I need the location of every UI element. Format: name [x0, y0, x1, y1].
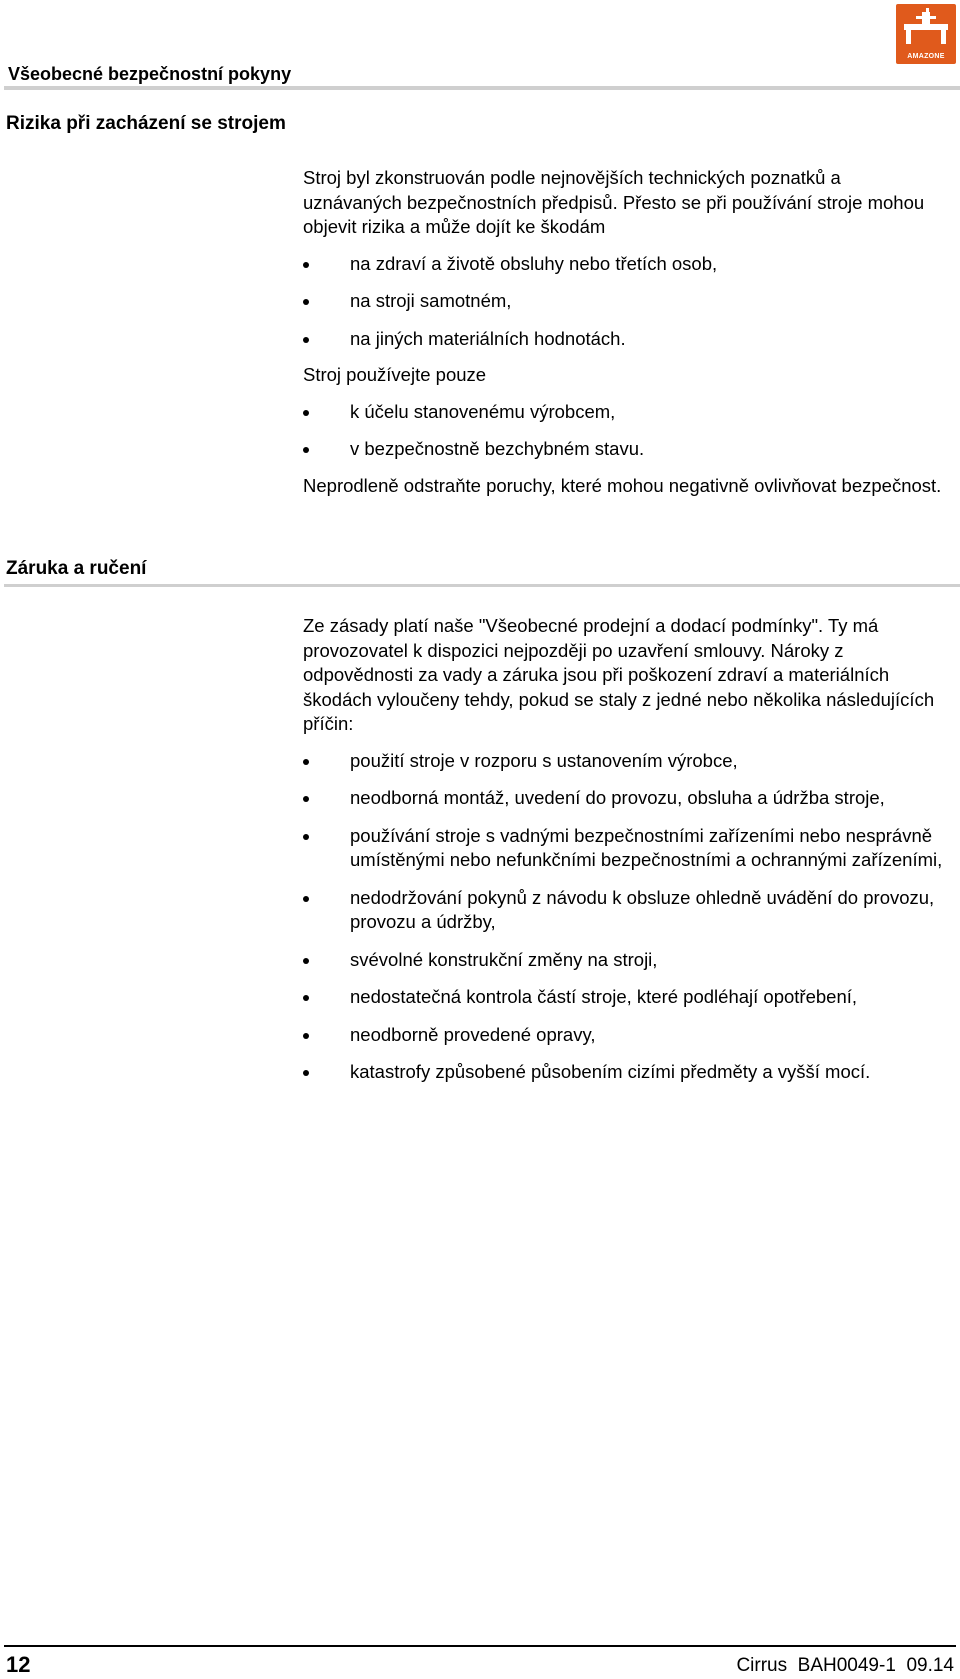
- document-reference: Cirrus BAH0049-1 09.14: [736, 1655, 954, 1676]
- damage-list: [303, 252, 943, 352]
- warranty-content: [303, 614, 943, 1085]
- chapter-title: Všeobecné bezpečnostní pokyny: [8, 64, 292, 84]
- use-list: [303, 400, 943, 462]
- page-number: 12: [6, 1652, 31, 1677]
- section-rule: [4, 584, 960, 587]
- list-item: na zdraví a životě obsluhy nebo třetích osob,: [303, 252, 943, 277]
- section-title-warranty: Záruka a ručení: [6, 558, 147, 579]
- list-item: k účelu stanovenému výrobcem,: [303, 400, 943, 425]
- section-title-risks: Rizika při zacházení se strojem: [6, 113, 286, 134]
- risks-content: [303, 166, 943, 498]
- list-item: použití stroje v rozporu s ustanovením výrobce,: [303, 749, 943, 774]
- amazone-logo: [896, 4, 956, 64]
- list-item: nedodržování pokynů z návodu k obsluze ohledně uvádění do provozu, provozu a údržby,: [303, 886, 943, 935]
- list-item: neodborná montáž, uvedení do provozu, obsluha a údržba stroje,: [303, 786, 943, 811]
- use-only-text: Stroj používejte pouze: [303, 364, 487, 385]
- list-item: svévolné konstrukční změny na stroji,: [303, 948, 943, 973]
- list-item: nedostatečná kontrola částí stroje, které podléhají opotřebení,: [303, 985, 943, 1010]
- risks-intro: Stroj byl zkonstruován podle nejnovějších technických poznatků a uznávaných bezpečnostních předpisů. Přesto se při používání stroje mohou objevit rizika a může dojít ke škodám: [303, 167, 925, 237]
- header-rule: [4, 86, 960, 90]
- list-item: na jiných materiálních hodnotách.: [303, 327, 943, 352]
- list-item: katastrofy způsobené působením cizími předměty a vyšší mocí.: [303, 1060, 943, 1085]
- list-item: na stroji samotném,: [303, 289, 943, 314]
- warranty-intro: Ze zásady platí naše "Všeobecné prodejní a dodací podmínky". Ty má provozovatel k dispozici nejpozději po uzavření smlouvy. Nároky z odpovědnosti za vady a záruka jsou při poškození zdraví a materiálních škodách vyloučeny tehdy, pokud se staly z jedné nebo několika následujících příčin:: [303, 615, 935, 734]
- list-item: v bezpečnostně bezchybném stavu.: [303, 437, 943, 462]
- list-item: neodborně provedené opravy,: [303, 1023, 943, 1048]
- warranty-list: [303, 749, 943, 1085]
- logo-text: AMAZONE: [907, 53, 945, 60]
- tractor-logo-icon: [896, 4, 956, 52]
- footer-rule: [4, 1645, 956, 1647]
- risks-closing: Neprodleně odstraňte poruchy, které mohou negativně ovlivňovat bezpečnost.: [303, 474, 942, 496]
- list-item: používání stroje s vadnými bezpečnostními zařízeními nebo nesprávně umístěnými nebo nefunkčními bezpečnostními a ochrannými zařízeními,: [303, 824, 943, 873]
